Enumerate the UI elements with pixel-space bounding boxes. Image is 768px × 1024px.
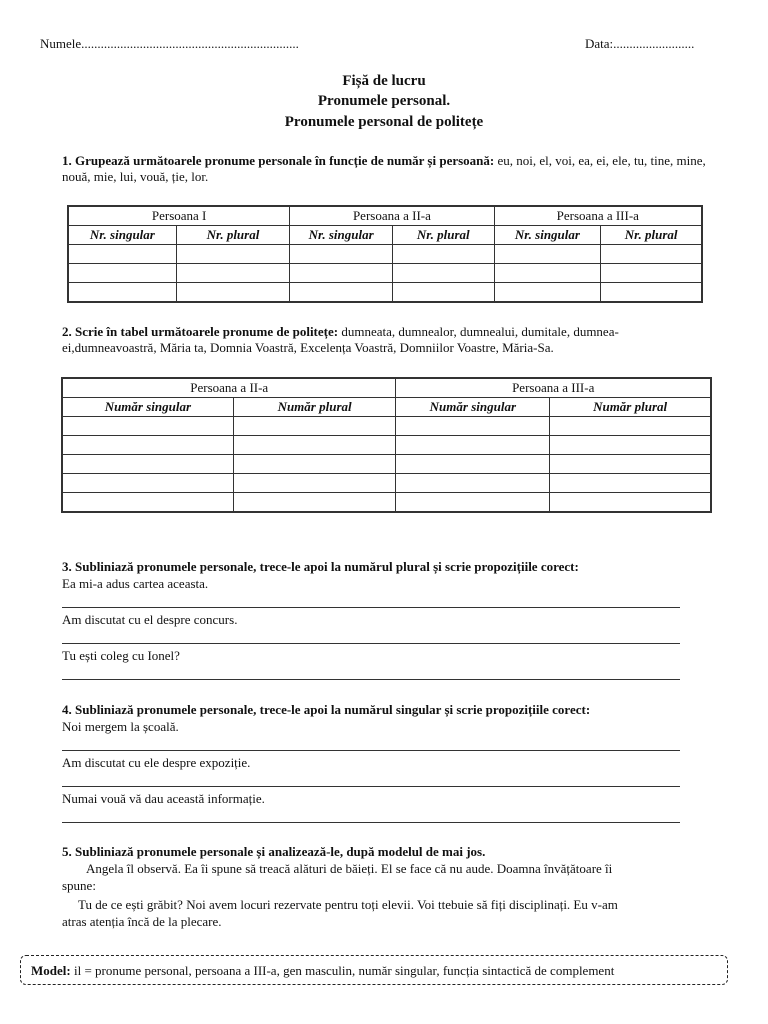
answer-cell[interactable]: [68, 283, 176, 303]
answer-cell[interactable]: [176, 264, 290, 283]
answer-cell[interactable]: [550, 436, 711, 455]
answer-cell[interactable]: [392, 264, 494, 283]
task-2-pronouns: dumneata, dumnealor, dumnealui, dumitale, dumnea-ei,dumneavoastră, Măria ta, Domnia Voastră, Excelența Voastră, Domniilor Voastre, Măria-Sa.: [62, 324, 619, 355]
answer-cell[interactable]: [494, 283, 601, 303]
task-4-heading-text: 4. Subliniază pronumele personale, trece-le apoi la numărul singular și scrie propozițiile corect:: [62, 702, 591, 717]
answer-line[interactable]: [62, 679, 680, 680]
answer-cell[interactable]: [550, 474, 711, 493]
table-1-group-header: Persoana a II-a: [290, 206, 494, 226]
table-2-subheader: Număr singular: [396, 398, 550, 417]
table-1-group-header: Persoana a III-a: [494, 206, 702, 226]
answer-cell[interactable]: [601, 264, 702, 283]
table-row: [68, 283, 702, 303]
answer-cell[interactable]: [494, 245, 601, 264]
answer-cell[interactable]: [396, 436, 550, 455]
task-4-heading: [62, 702, 712, 718]
task-1-pronouns: eu, noi, el, voi, ea, ei, ele, tu, tine, mine, nouă, mie, lui, vouă, ție, lor.: [62, 153, 706, 184]
task-3-heading-text: 3. Subliniază pronumele personale, trece-le apoi la numărul plural și scrie propozițiile corect:: [62, 559, 579, 574]
table-1-group-header: Persoana I: [68, 206, 290, 226]
answer-cell[interactable]: [62, 417, 233, 436]
model-text: il = pronume personal, persoana a III-a, gen masculin, număr singular, funcția sintactică de complement: [70, 963, 615, 978]
worksheet-subtitle: Pronumele personal.: [317, 93, 451, 109]
task-5-heading: [62, 844, 712, 860]
table-2-group-header: Persoana a III-a: [396, 378, 711, 398]
task-3-sentence: Am discutat cu el despre concurs.: [62, 612, 238, 627]
answer-cell[interactable]: [601, 245, 702, 264]
answer-cell[interactable]: [396, 455, 550, 474]
answer-cell[interactable]: [392, 245, 494, 264]
answer-cell[interactable]: [68, 264, 176, 283]
task-5-text-line: spune:: [62, 878, 96, 893]
task-3-heading: [62, 559, 712, 575]
worksheet-title: Fișă de lucru: [342, 73, 426, 89]
task-4-sentence: Numai vouă vă dau această informație.: [62, 791, 265, 806]
answer-cell[interactable]: [233, 417, 396, 436]
table-row: [62, 474, 711, 493]
task-5-heading-text: 5. Subliniază pronumele personale și analizează-le, după modelul de mai jos.: [62, 844, 486, 859]
date-field-label: Data:.........................: [585, 36, 695, 51]
task-5-text-line: atras atenția încă de la plecare.: [62, 914, 222, 929]
table-1-subheader: Nr. singular: [290, 226, 393, 245]
table-row: [62, 455, 711, 474]
answer-cell[interactable]: [396, 493, 550, 513]
task-1-table: [67, 205, 703, 303]
table-row: [68, 264, 702, 283]
task-3-sentence: Ea mi-a adus cartea aceasta.: [62, 576, 209, 591]
task-2-heading: 2. Scrie în tabel următoarele pronume de politețe:: [62, 324, 339, 339]
table-row: [62, 493, 711, 513]
task-5-text-line: Tu de ce ești grăbit? Noi avem locuri rezervate pentru toți elevii. Voi ttebuie să fiți disciplinați. Eu v-am: [78, 897, 618, 912]
table-2-group-header: Persoana a II-a: [62, 378, 396, 398]
answer-cell[interactable]: [290, 283, 393, 303]
answer-cell[interactable]: [396, 474, 550, 493]
task-4-sentence: Am discutat cu ele despre expoziție.: [62, 755, 251, 770]
answer-line[interactable]: [62, 822, 680, 823]
task-2-instruction: [62, 324, 712, 356]
table-1-subheader: Nr. singular: [68, 226, 176, 245]
answer-cell[interactable]: [550, 455, 711, 474]
task-5-text-line: Angela îl observă. Ea îi spune să treacă alături de băieți. El se face că nu aude. Doamna învățătoare îi: [86, 861, 613, 876]
answer-line[interactable]: [62, 786, 680, 787]
answer-line[interactable]: [62, 643, 680, 644]
answer-cell[interactable]: [494, 264, 601, 283]
task-1-heading: 1. Grupează următoarele pronume personale în funcție de număr și persoană:: [62, 153, 495, 168]
task-4-sentence: Noi mergem la școală.: [62, 719, 179, 734]
task-2-table: [61, 377, 712, 513]
answer-cell[interactable]: [233, 436, 396, 455]
answer-cell[interactable]: [62, 474, 233, 493]
answer-cell[interactable]: [233, 493, 396, 513]
answer-cell[interactable]: [290, 245, 393, 264]
answer-cell[interactable]: [290, 264, 393, 283]
answer-cell[interactable]: [392, 283, 494, 303]
table-2-subheader: Număr singular: [62, 398, 233, 417]
table-1-subheader: Nr. singular: [494, 226, 601, 245]
answer-cell[interactable]: [233, 474, 396, 493]
table-1-subheader: Nr. plural: [601, 226, 702, 245]
table-2-subheader: Număr plural: [550, 398, 711, 417]
table-row: [62, 417, 711, 436]
table-row: [62, 436, 711, 455]
table-1-subheader: Nr. plural: [176, 226, 290, 245]
table-row: [68, 245, 702, 264]
table-2-subheader: Număr plural: [233, 398, 396, 417]
answer-cell[interactable]: [550, 417, 711, 436]
task-1-instruction: [62, 153, 712, 185]
answer-line[interactable]: [62, 750, 680, 751]
model-box: [20, 955, 728, 985]
answer-cell[interactable]: [68, 245, 176, 264]
answer-cell[interactable]: [62, 436, 233, 455]
answer-line[interactable]: [62, 607, 680, 608]
answer-cell[interactable]: [176, 245, 290, 264]
answer-cell[interactable]: [550, 493, 711, 513]
answer-cell[interactable]: [62, 493, 233, 513]
name-field-label: Numele...................................................................: [40, 36, 299, 51]
answer-cell[interactable]: [62, 455, 233, 474]
model-label: Model:: [31, 963, 71, 978]
task-3-sentence: Tu ești coleg cu Ionel?: [62, 648, 180, 663]
table-1-subheader: Nr. plural: [392, 226, 494, 245]
answer-cell[interactable]: [176, 283, 290, 303]
answer-cell[interactable]: [233, 455, 396, 474]
answer-cell[interactable]: [601, 283, 702, 303]
worksheet-subtitle-2: Pronumele personal de politețe: [284, 114, 484, 130]
answer-cell[interactable]: [396, 417, 550, 436]
